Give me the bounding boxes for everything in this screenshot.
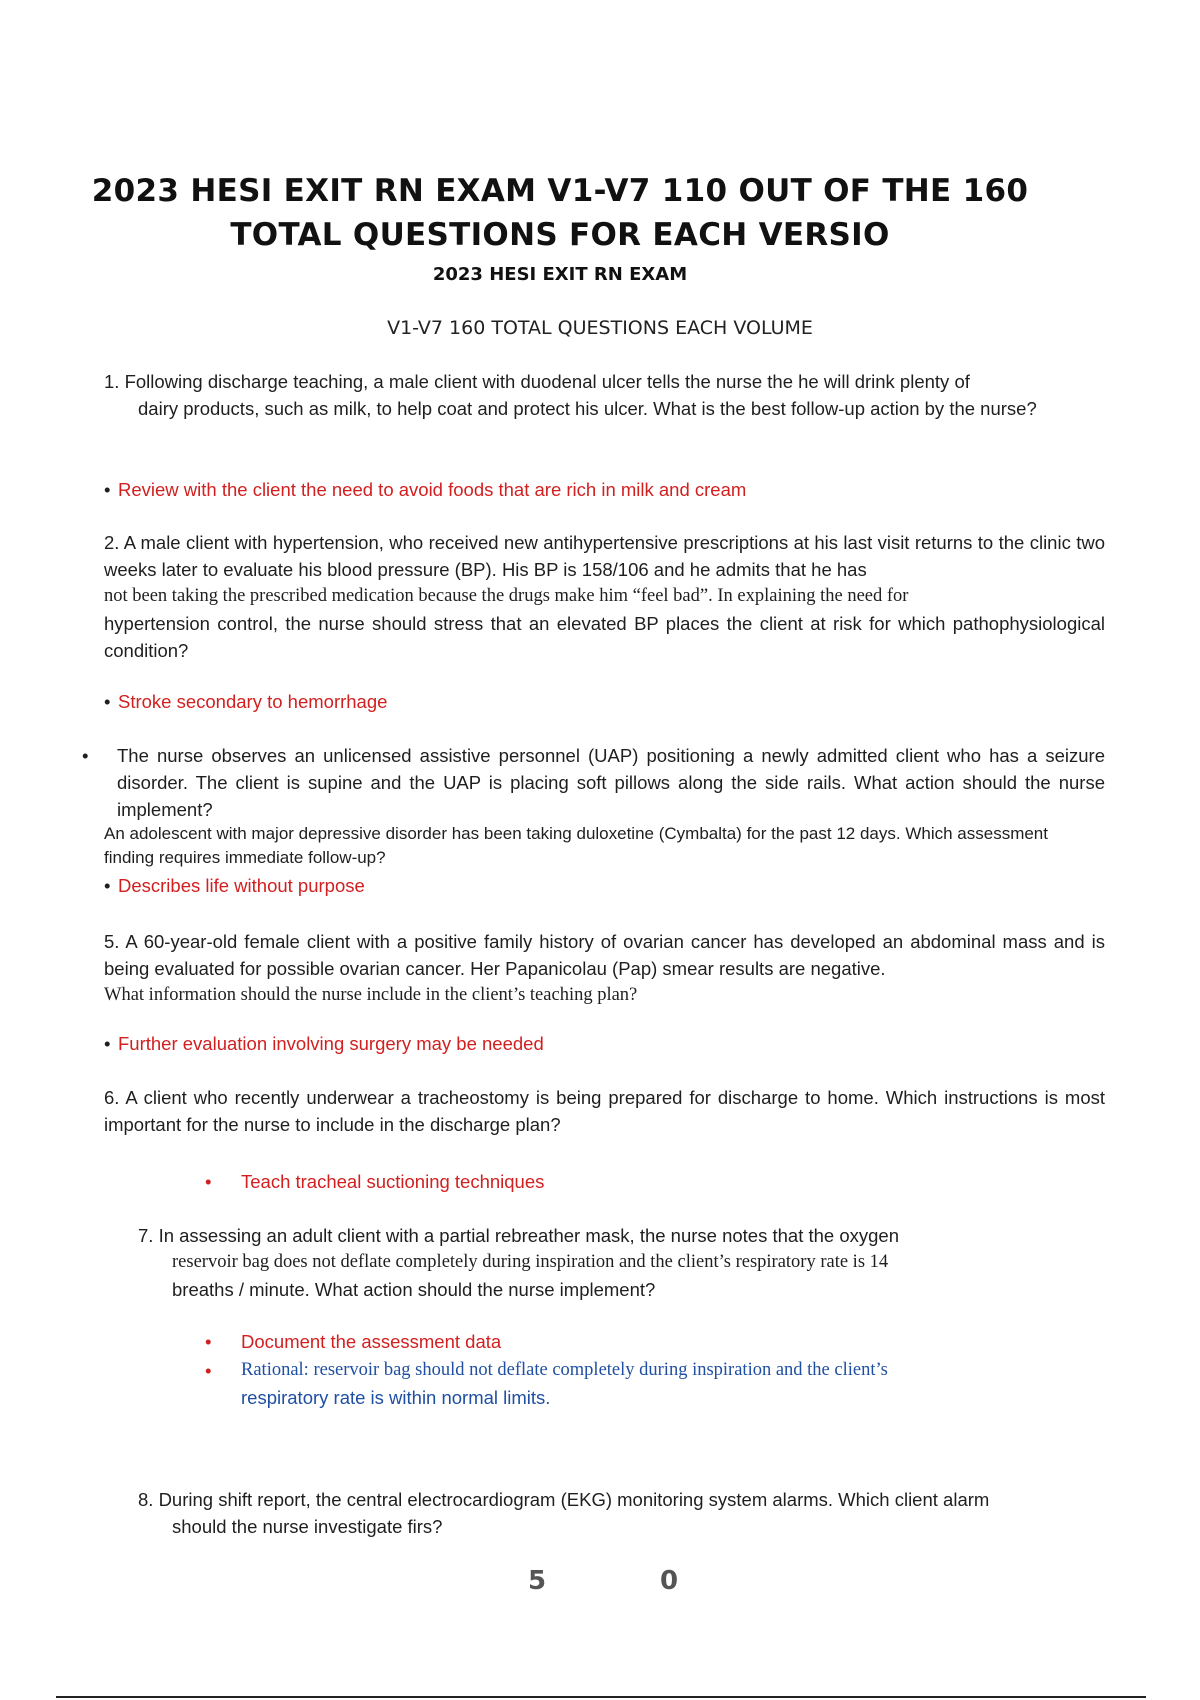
question-7-line2: reservoir bag does not deflate completely during inspiration and the client’s respiratory rate is 14 <box>172 1252 889 1272</box>
question-6: 6. A client who recently underwear a tracheostomy is being prepared for discharge to home. Which instructions is most important for the nurse to include in the discharge plan? <box>104 1087 1105 1135</box>
question-5-part1: 5. A 60-year-old female client with a positive family history of ovarian cancer has developed an abdominal mass and is being evaluated for possible ovarian cancer. Her Papanicolau (Pap) smear results are negative. <box>104 931 1105 979</box>
question-7 <box>138 1222 1105 1303</box>
bullet-icon: • <box>104 875 111 896</box>
document-title-line2: TOTAL QUESTIONS FOR EACH VERSIO <box>230 217 890 253</box>
answer-7-text: Document the assessment data <box>241 1331 502 1352</box>
answer-7 <box>205 1328 1085 1355</box>
page-number-right: 0 <box>660 1566 679 1596</box>
question-3: The nurse observes an unlicensed assistive personnel (UAP) positioning a newly admitted client who has a seizure disorder. The client is supine and the UAP is placing soft pillows along the side rails. What action should the nurse implement? <box>117 745 1105 820</box>
question-1-rest: dairy products, such as milk, to help coat and protect his ulcer. What is the best follow-up action by the nurse? <box>138 398 1037 419</box>
answer-6 <box>205 1168 905 1195</box>
question-3-bullet-icon: • <box>82 745 89 766</box>
answer-4 <box>104 872 1004 899</box>
answer-4-text: Describes life without purpose <box>118 875 365 896</box>
question-2-part3: hypertension control, the nurse should stress that an elevated BP places the client at risk for which pathophysiological condition? <box>104 613 1105 661</box>
document-subtitle-volume: V1-V7 160 TOTAL QUESTIONS EACH VOLUME <box>387 317 813 339</box>
page-number-left: 5 <box>528 1566 547 1596</box>
rationale-7 <box>205 1357 1085 1411</box>
answer-5-text: Further evaluation involving surgery may be needed <box>118 1033 544 1054</box>
bullet-icon: • <box>205 1331 212 1352</box>
answer-2-text: Stroke secondary to hemorrhage <box>118 691 388 712</box>
rationale-7-sans: respiratory rate is within normal limits. <box>241 1387 551 1408</box>
question-5 <box>104 928 1105 1009</box>
question-2 <box>104 529 1105 664</box>
question-8-line1: 8. During shift report, the central electrocardiogram (EKG) monitoring system alarms. Which client alarm <box>138 1489 990 1510</box>
bullet-icon: • <box>205 1171 212 1192</box>
question-2-part1: 2. A male client with hypertension, who received new antihypertensive prescriptions at his last visit returns to the clinic two weeks later to evaluate his blood pressure (BP). His BP is 158/106 and he admits that he has <box>104 532 1105 580</box>
question-7-line3: breaths / minute. What action should the nurse implement? <box>172 1279 656 1300</box>
bullet-icon: • <box>104 479 111 500</box>
answer-5 <box>104 1030 1004 1057</box>
document-title-line1: 2023 HESI EXIT RN EXAM V1-V7 110 OUT OF THE 160 <box>91 173 1029 209</box>
question-1-first-line: 1. Following discharge teaching, a male client with duodenal ulcer tells the nurse the he will drink plenty of <box>104 371 970 392</box>
question-2-part2: not been taking the prescribed medication because the drugs make him “feel bad”. In explaining the need for <box>104 586 909 606</box>
question-5-part2: What information should the nurse include in the client’s teaching plan? <box>104 985 638 1005</box>
rationale-7-serif: Rational: reservoir bag should not deflate completely during inspiration and the client’s <box>241 1360 888 1380</box>
answer-2 <box>104 688 1004 715</box>
question-4: An adolescent with major depressive disorder has been taking duloxetine (Cymbalta) for the past 12 days. Which assessment finding requires immediate follow-up? <box>104 824 1048 867</box>
question-8 <box>138 1486 1105 1540</box>
question-8-line2: should the nurse investigate firs? <box>172 1516 443 1537</box>
bullet-icon: • <box>104 691 111 712</box>
bullet-icon: • <box>205 1360 212 1381</box>
question-1 <box>104 368 1105 422</box>
question-7-line1: 7. In assessing an adult client with a partial rebreather mask, the nurse notes that the oxygen <box>138 1225 899 1246</box>
document-subtitle: 2023 HESI EXIT RN EXAM <box>432 264 688 285</box>
answer-1-text: Review with the client the need to avoid foods that are rich in milk and cream <box>118 479 747 500</box>
bullet-icon: • <box>104 1033 111 1054</box>
answer-6-text: Teach tracheal suctioning techniques <box>241 1171 545 1192</box>
bottom-divider <box>56 1696 1146 1698</box>
answer-1 <box>104 476 1004 503</box>
